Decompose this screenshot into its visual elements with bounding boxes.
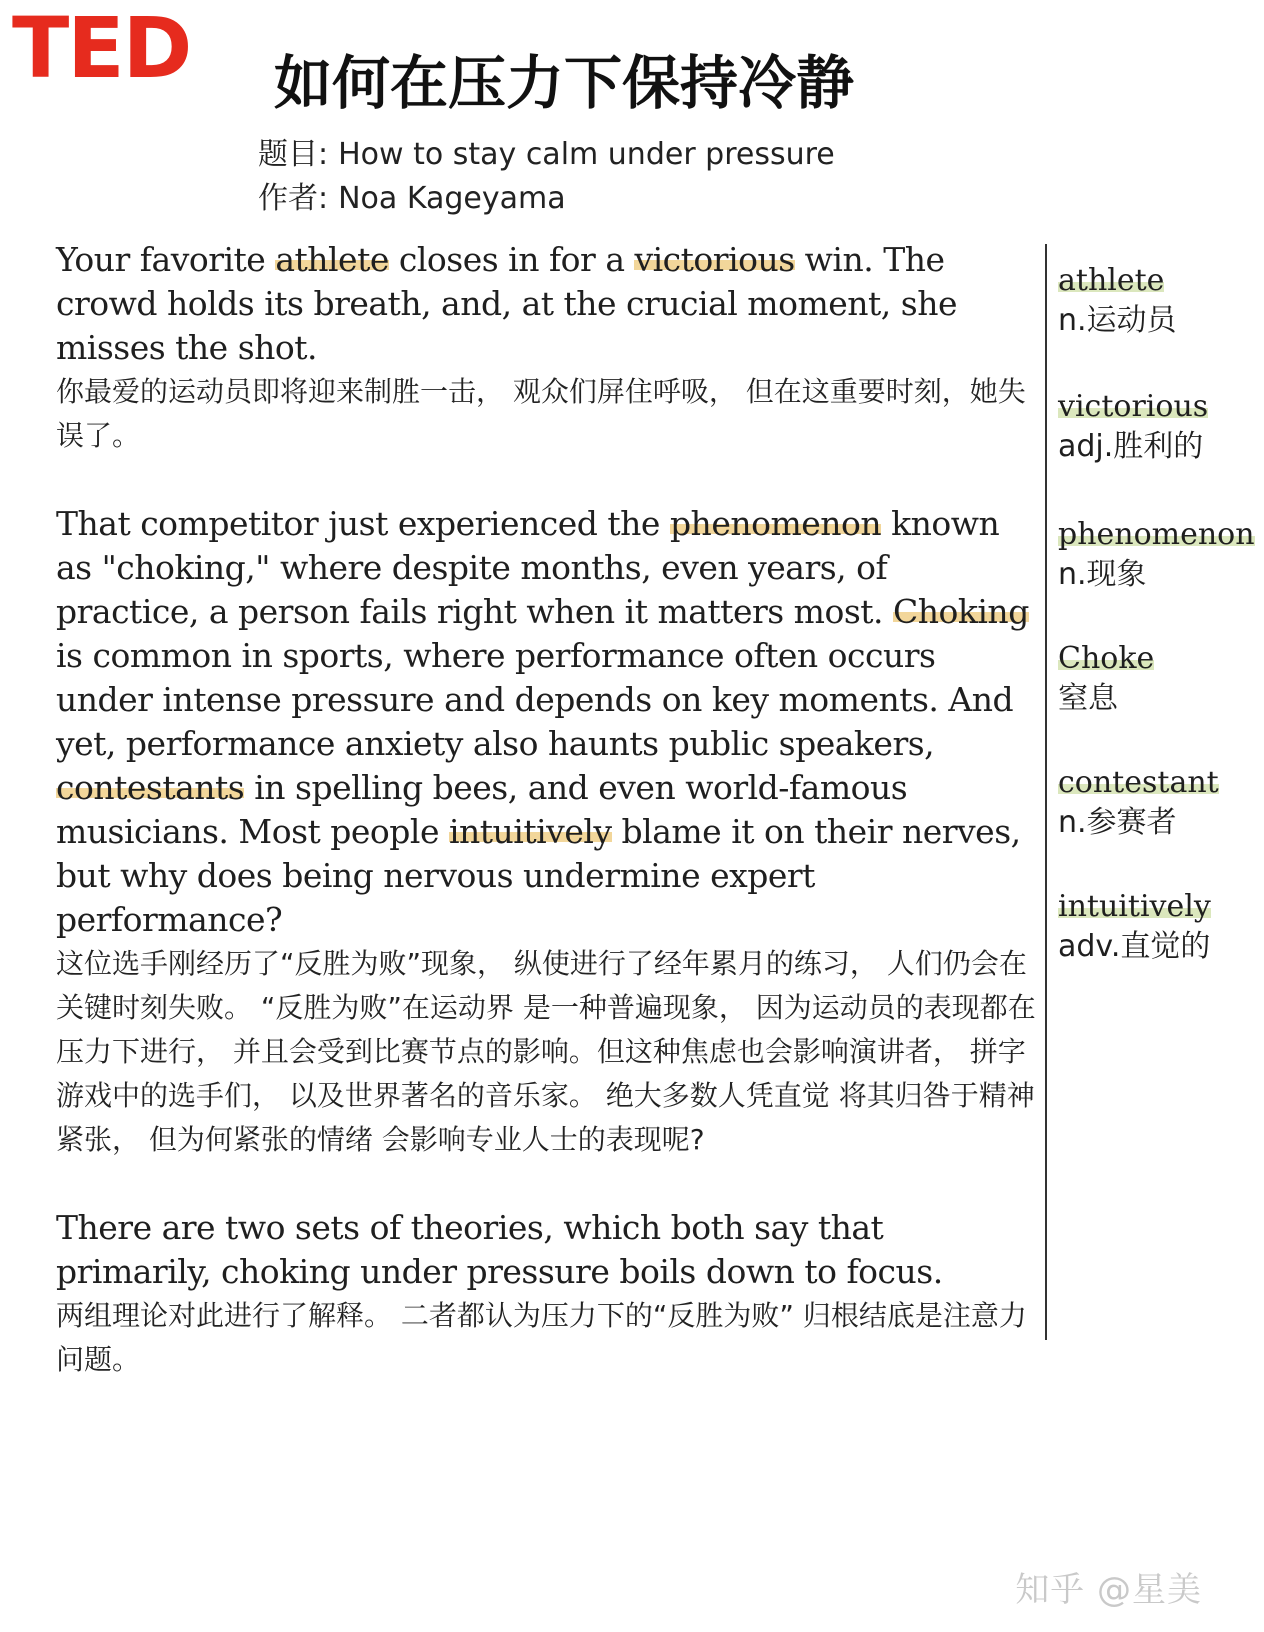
topic-line [258, 137, 835, 172]
vocab-word: athlete [1058, 263, 1165, 298]
author-label: 作者: [258, 181, 329, 216]
author-line [258, 181, 566, 216]
source-watermark: 知乎 @星美 [1015, 1570, 1202, 1610]
paragraph-1-english [56, 238, 1036, 370]
text-segment: known as "choking," where despite months, even years, of practice, a person fails right when it matters most. [56, 504, 1000, 631]
topic-value: How to stay calm under pressure [338, 137, 835, 172]
vocab-definition: n.现象 [1058, 557, 1147, 592]
article-body [56, 238, 1036, 1382]
text-segment: closes in for a [388, 240, 635, 279]
paragraph-3-english: There are two sets of theories, which both say that primarily, choking under pressure boils down to focus. [56, 1208, 943, 1291]
text-segment: is common in sports, where performance often occurs under intense pressure and depends on key moments. And yet, performance anxiety also haunts public speakers, [56, 636, 1014, 763]
vocab-entry-victorious [1058, 388, 1208, 468]
vocab-word: Choke [1058, 641, 1155, 676]
author-value: Noa Kageyama [338, 181, 566, 216]
vocab-entry-choke [1058, 640, 1154, 720]
paragraph-1-chinese: 你最爱的运动员即将迎来制胜一击， 观众们屏住呼吸， 但在这重要时刻，她失误了。 [56, 375, 1026, 452]
vocab-entry-phenomenon [1058, 516, 1255, 596]
vocab-entry-athlete [1058, 262, 1177, 342]
topic-label: 题目: [258, 137, 329, 172]
highlighted-word-victorious: victorious [634, 240, 795, 279]
paragraph-2 [56, 502, 1036, 1162]
paragraph-3-chinese: 两组理论对此进行了解释。 二者都认为压力下的“反胜为败” 归根结底是注意力问题。 [56, 1299, 1027, 1376]
text-segment: That competitor just experienced the [56, 504, 670, 543]
ted-logo: TED [12, 0, 191, 97]
text-segment: Your favorite [56, 240, 276, 279]
vocab-definition: 窒息 [1058, 681, 1118, 716]
highlighted-word-phenomenon: phenomenon [669, 504, 882, 543]
column-divider [1045, 244, 1047, 1340]
vocab-word: phenomenon [1058, 517, 1255, 552]
paragraph-3 [56, 1206, 1036, 1382]
vocab-word: victorious [1058, 389, 1209, 424]
vocab-word: contestant [1058, 765, 1219, 800]
paragraph-spacer [56, 458, 1036, 502]
vocab-definition: n.参赛者 [1058, 805, 1177, 840]
text-segment: blame it on their nerves, but why does being nervous undermine expert performance? [56, 812, 1021, 939]
text-segment: win. The crowd holds its breath, and, at the crucial moment, she misses the shot. [56, 240, 957, 367]
highlighted-word-intuitively: intuitively [448, 812, 612, 851]
page-title: 如何在压力下保持冷静 [274, 49, 855, 117]
highlighted-word-choking: Choking [893, 592, 1029, 631]
vocab-entry-contestant [1058, 764, 1219, 844]
vocab-definition: adj.胜利的 [1058, 429, 1204, 464]
text-segment: in spelling bees, and even world-famous musicians. Most people [56, 768, 908, 851]
vocab-definition: n.运动员 [1058, 303, 1177, 338]
vocab-definition: adv.直觉的 [1058, 929, 1211, 964]
vocab-entry-intuitively [1058, 888, 1211, 968]
highlighted-word-athlete: athlete [275, 240, 389, 279]
paragraph-spacer [56, 1162, 1036, 1206]
paragraph-1 [56, 238, 1036, 458]
paragraph-2-english [56, 502, 1036, 942]
highlighted-word-contestants: contestants [56, 768, 245, 807]
paragraph-2-chinese: 这位选手刚经历了“反胜为败”现象， 纵使进行了经年累月的练习， 人们仍会在关键时刻失败。 “反胜为败”在运动界 是一种普遍现象， 因为运动员的表现都在压力下进行， 并且会受到比赛节点的影响。但这种焦虑也会影响演讲者， 拼字游戏中的选手们， 以及世界著名的音乐家。 绝大多数人凭直觉 将其归咎于精神紧张， 但为何紧张的情绪 会影响专业人士的表现呢? [56, 947, 1036, 1156]
vocab-word: intuitively [1058, 889, 1211, 924]
